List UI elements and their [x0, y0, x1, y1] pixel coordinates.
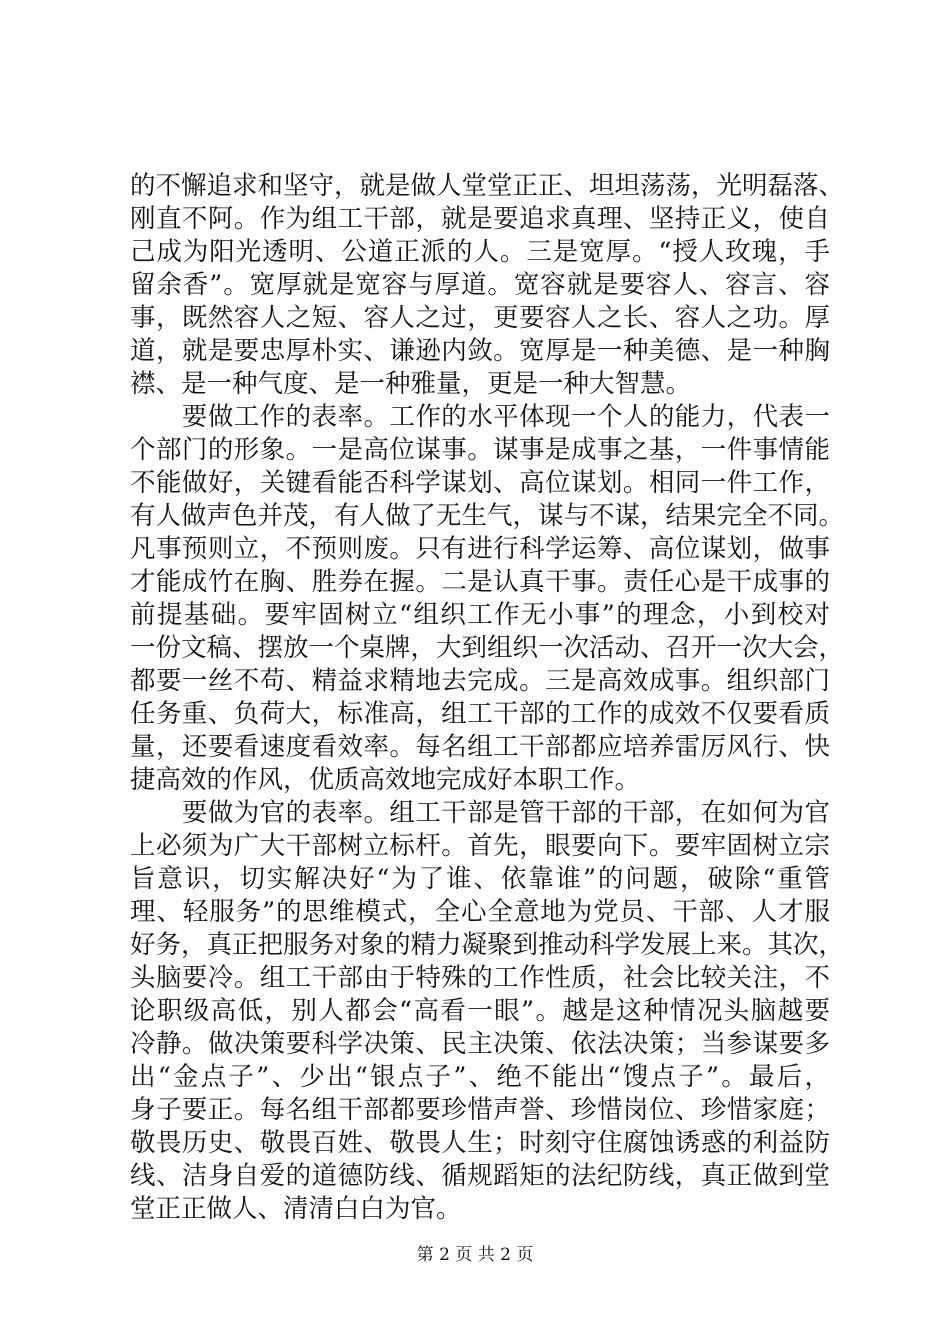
page-footer: 第 2 页 共 2 页 [416, 1245, 534, 1265]
text-line: 身子要正。每名组干部都要珍惜声誉、珍惜岗位、珍惜家庭； [130, 1095, 830, 1125]
text-line: 头脑要冷。组工干部由于特殊的工作性质，社会比较关注，不 [130, 963, 830, 993]
text-line: 要做工作的表率。工作的水平体现一个人的能力，代表一 [130, 402, 830, 432]
text-line: 上必须为广大干部树立标杆。首先，眼要向下。要牢固树立宗 [130, 831, 830, 861]
text-line: 不能做好，关键看能否科学谋划、高位谋划。相同一件工作， [130, 468, 830, 498]
text-line: 道，就是要忠厚朴实、谦逊内敛。宽厚是一种美德、是一种胸 [130, 336, 830, 366]
text-line: 己成为阳光透明、公道正派的人。三是宽厚。“授人玫瑰，手 [130, 237, 830, 267]
text-line: 才能成竹在胸、胜券在握。二是认真干事。责任心是干成事的 [130, 567, 830, 597]
text-line: 线、洁身自爱的道德防线、循规蹈矩的法纪防线，真正做到堂 [130, 1161, 830, 1191]
text-line: 冷静。做决策要科学决策、民主决策、依法决策；当参谋要多 [130, 1029, 830, 1059]
text-line: 旨意识，切实解决好“为了谁、依靠谁”的问题，破除“重管 [130, 864, 830, 894]
text-line: 敬畏历史、敬畏百姓、敬畏人生；时刻守住腐蚀诱惑的利益防 [130, 1128, 830, 1158]
text-line: 量，还要看速度看效率。每名组工干部都应培养雷厉风行、快 [130, 732, 830, 762]
text-line: 都要一丝不苟、精益求精地去完成。三是高效成事。组织部门 [130, 666, 830, 696]
text-line: 理、轻服务”的思维模式，全心全意地为党员、干部、人才服 [130, 897, 830, 927]
text-line: 一份文稿、摆放一个桌牌，大到组织一次活动、召开一次大会， [130, 633, 845, 663]
text-line: 襟、是一种气度、是一种雅量，更是一种大智慧。 [130, 369, 692, 399]
text-line: 出“金点子”、少出“银点子”、绝不能出“馊点子”。最后， [130, 1062, 830, 1092]
text-line: 任务重、负荷大，标准高，组工干部的工作的成效不仅要看质 [130, 699, 830, 729]
text-line: 论职级高低，别人都会“高看一眼”。越是这种情况头脑越要 [130, 996, 830, 1026]
text-line: 留余香”。宽厚就是宽容与厚道。宽容就是要容人、容言、容 [130, 270, 830, 300]
text-line: 好务，真正把服务对象的精力凝聚到推动科学发展上来。其次， [130, 930, 845, 960]
text-line: 刚直不阿。作为组工干部，就是要追求真理、坚持正义，使自 [130, 204, 830, 234]
text-line: 的不懈追求和坚守，就是做人堂堂正正、坦坦荡荡，光明磊落、 [130, 171, 845, 201]
text-line: 捷高效的作风，优质高效地完成好本职工作。 [130, 765, 641, 795]
document-body [130, 170, 845, 1226]
text-line: 凡事预则立，不预则废。只有进行科学运筹、高位谋划，做事 [130, 534, 830, 564]
text-line: 个部门的形象。一是高位谋事。谋事是成事之基，一件事情能 [130, 435, 830, 465]
text-line: 有人做声色并茂，有人做了无生气，谋与不谋，结果完全不同。 [130, 501, 845, 531]
text-line: 前提基础。要牢固树立“组织工作无小事”的理念，小到校对 [130, 600, 830, 630]
text-line: 堂正正做人、清清白白为官。 [130, 1194, 462, 1224]
text-line: 要做为官的表率。组工干部是管干部的干部，在如何为官 [130, 798, 830, 828]
text-line: 事，既然容人之短、容人之过，更要容人之长、容人之功。厚 [130, 303, 830, 333]
